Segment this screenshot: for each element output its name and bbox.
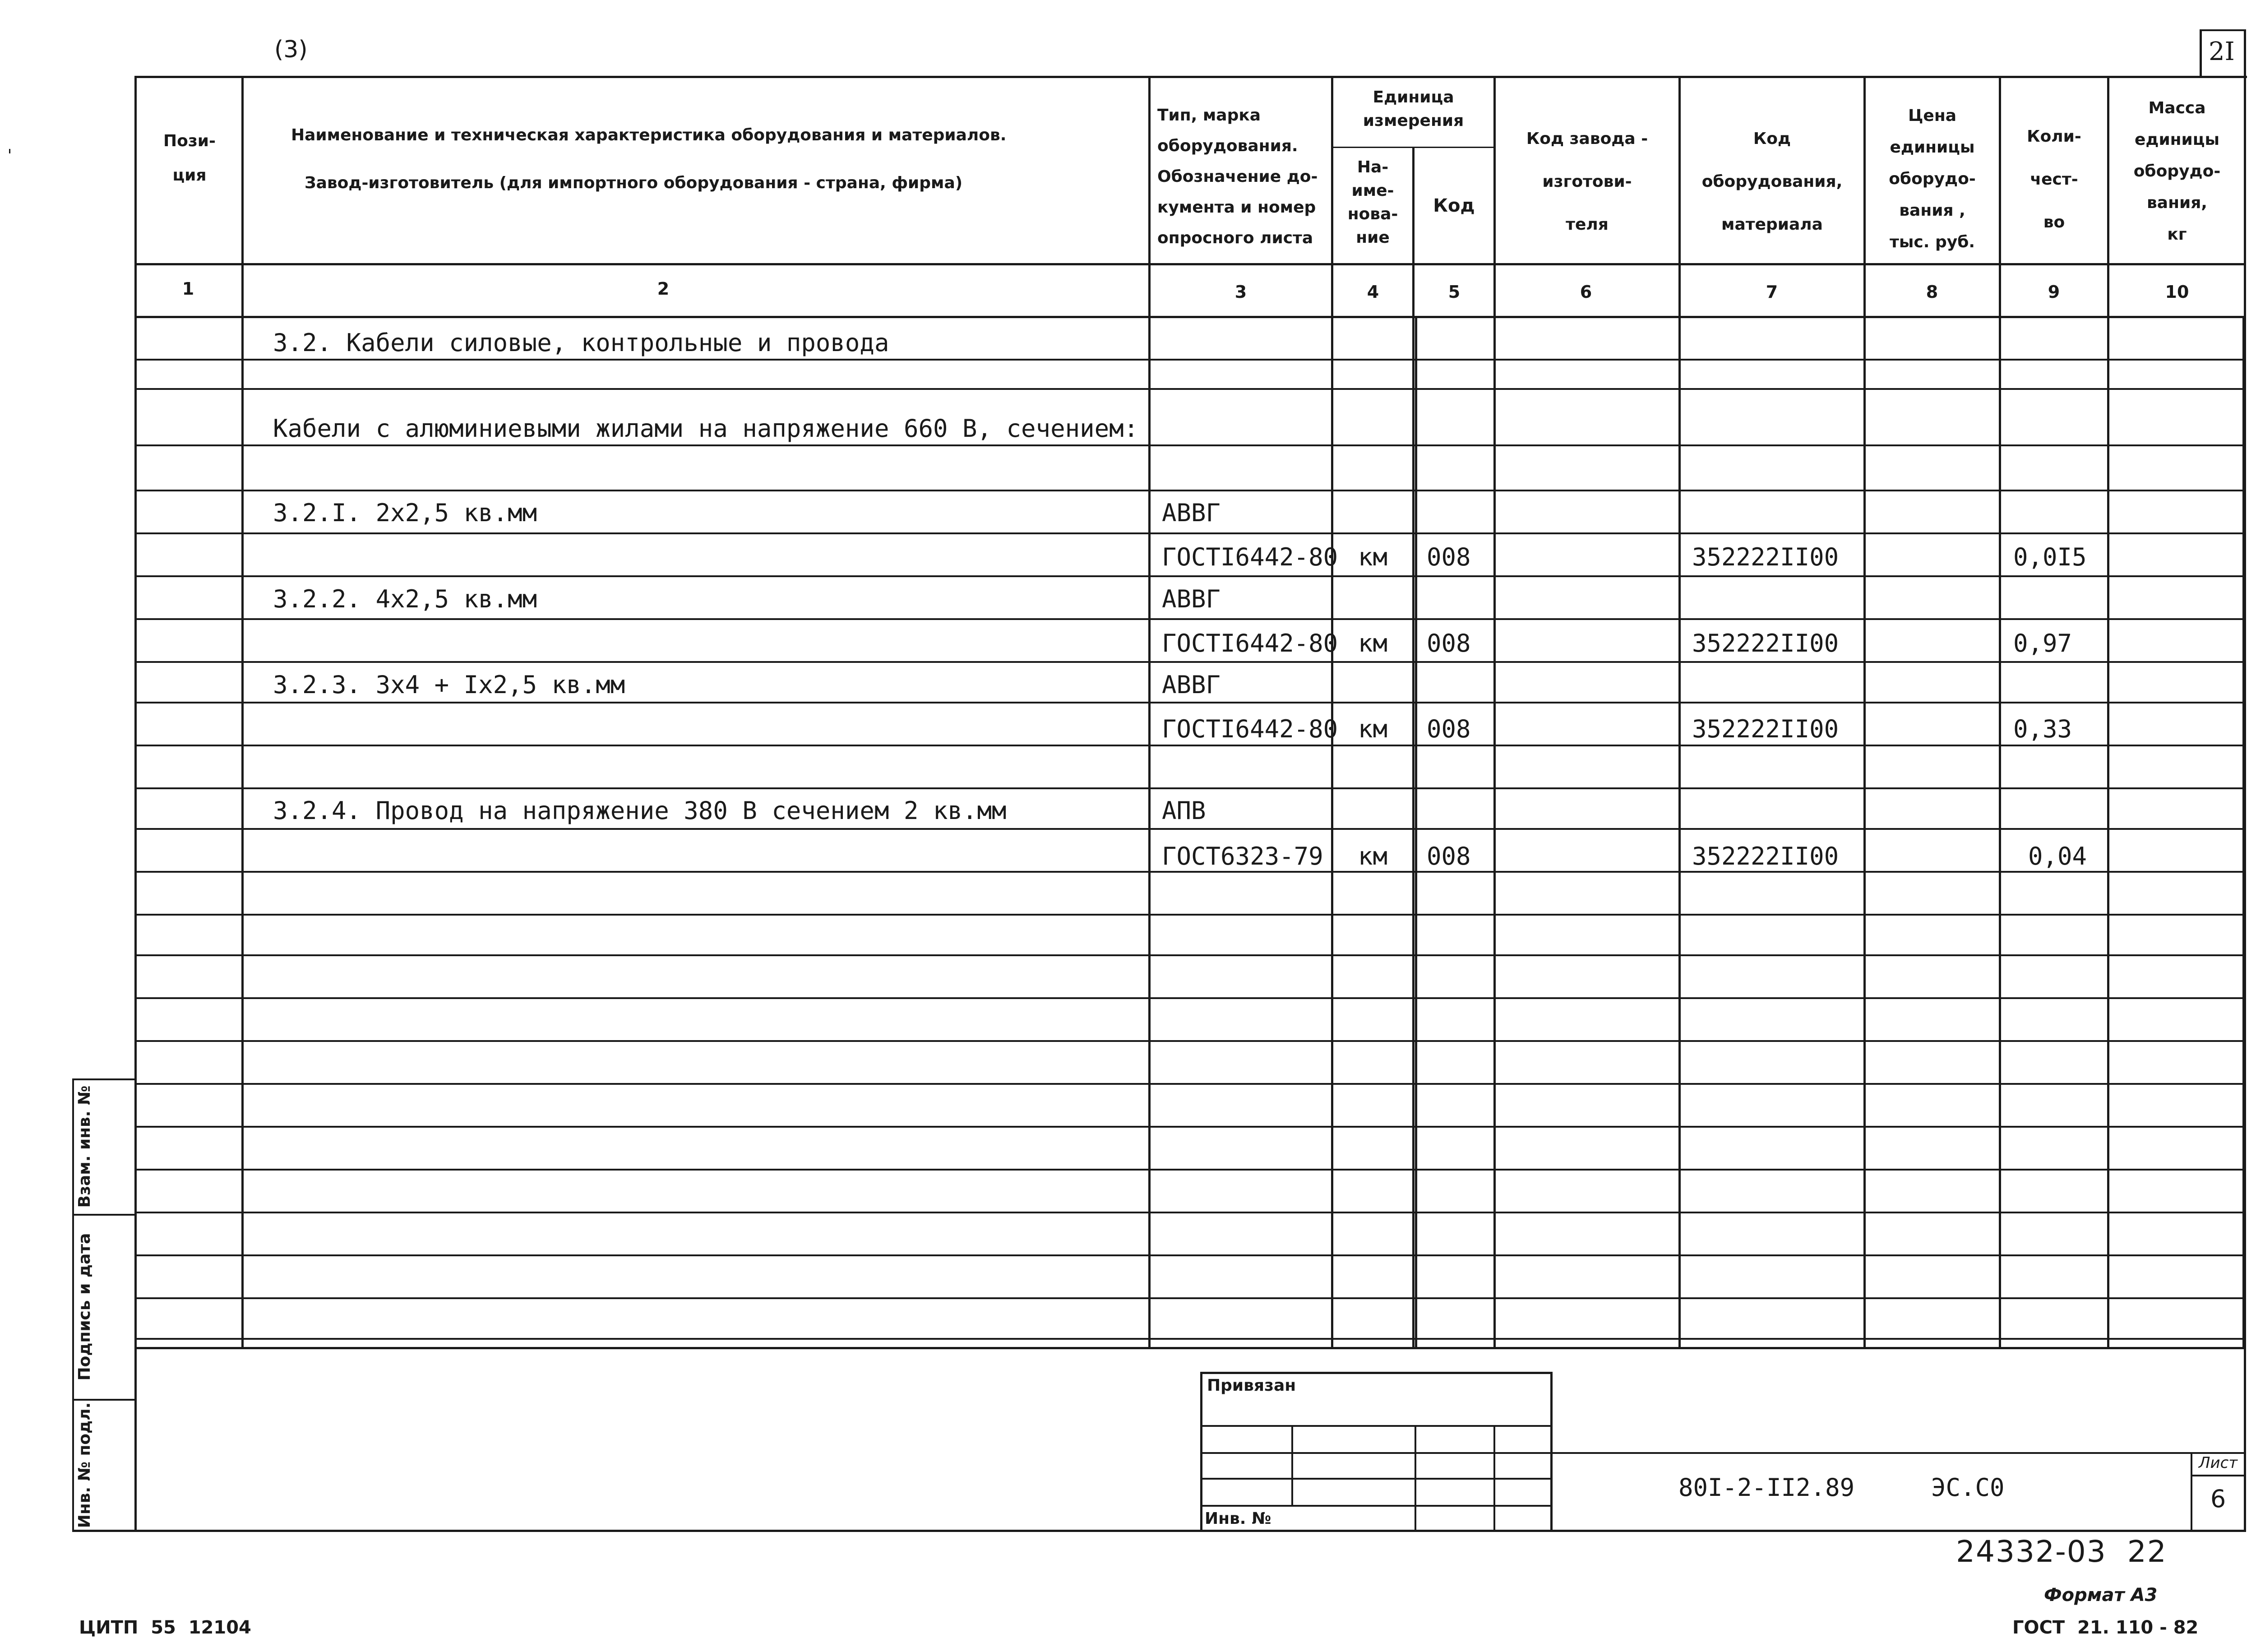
row-rule [135,954,2245,956]
row-rule [135,1083,2245,1085]
item-unit: км [1358,715,1388,743]
archive-number: 24332-03 22 [1956,1534,2167,1569]
item-unit-code: 008 [1427,629,1471,657]
item-name: 3.2.4. Провод на напряжение 380 В сечением 2 кв.мм [273,796,1007,825]
item-standard: ГОСТI6442-80 [1162,715,1338,743]
column-number: 2 [657,279,670,299]
row-rule [135,787,2245,789]
row-rule [135,444,2245,446]
item-standard: ГОСТI6442-80 [1162,629,1338,657]
side-label-vzam: Взам. инв. № [75,1085,94,1208]
item-standard: ГОСТI6442-80 [1162,543,1338,571]
header-quantity: Коли- [2027,127,2081,146]
row-rule [135,532,2245,534]
row-rule [135,1126,2245,1128]
header-material-code: Код [1753,130,1791,148]
item-name: 3.2.2. 4х2,5 кв.мм [273,585,537,613]
row-rule [135,388,2245,390]
item-material-code: 352222II00 [1692,715,1839,743]
stamp-inv-label: Инв. № [1205,1509,1271,1528]
column-number: 1 [182,279,194,299]
row-rule [135,575,2245,577]
row-rule [135,1040,2245,1042]
row-rule [135,1169,2245,1171]
row-rule [135,618,2245,620]
row-rule [135,1254,2245,1256]
item-type: АВВГ [1162,585,1221,613]
row-rule [135,997,2245,999]
item-unit-code: 008 [1427,543,1471,571]
header-unit-name: На- [1357,158,1389,176]
item-quantity: 0,33 [2013,715,2072,743]
column-number: 4 [1367,282,1379,302]
item-quantity: 0,97 [2013,629,2072,657]
item-unit-code: 008 [1427,715,1471,743]
header-mass: Масса [2148,99,2206,117]
sheet-label: Лист [2198,1454,2238,1472]
item-unit: км [1358,629,1388,657]
document-code: 80I-2-II2.89 [1678,1473,1855,1502]
item-unit: км [1358,842,1388,870]
section-number: (3) [274,36,308,63]
item-name: 3.2.I. 2х2,5 кв.мм [273,499,537,527]
column-number: 10 [2165,282,2189,302]
column-number: 7 [1766,282,1778,302]
subsection-heading: Кабели с алюминиевыми жилами на напряжение 660 В, сечением: [273,414,1139,443]
sheet-number: 6 [2210,1485,2226,1513]
row-rule [135,490,2245,491]
page-number-top: 2I [2209,37,2235,66]
item-material-code: 352222II00 [1692,543,1839,571]
row-rule [135,702,2245,703]
column-number: 9 [2048,282,2060,302]
item-name: 3.2.3. 3х4 + Iх2,5 кв.мм [273,671,625,699]
item-standard: ГОСТ6323-79 [1162,842,1323,870]
section-heading: 3.2. Кабели силовые, контрольные и провода [273,329,889,357]
row-rule [135,1212,2245,1213]
header-type: Тип, марка [1157,106,1261,125]
item-material-code: 352222II00 [1692,629,1839,657]
item-quantity: 0,04 [2028,842,2087,870]
row-rule [135,871,2245,873]
column-number: 6 [1580,282,1592,302]
row-rule [135,1338,2245,1340]
side-label-inv-podl: Инв. № подл. [75,1402,94,1528]
column-number: 3 [1234,282,1247,302]
header-factory-code: Код завода - [1526,130,1648,148]
row-rule [135,661,2245,663]
header-position: Пози- [163,132,216,150]
footer-left: ЦИТП 55 12104 [79,1617,251,1638]
row-rule [135,1297,2245,1299]
item-quantity: 0,0I5 [2013,543,2087,571]
header-unit-code: Код [1433,195,1475,216]
item-unit-code: 008 [1427,842,1471,870]
item-unit: км [1358,543,1388,571]
item-type: АПВ [1162,796,1206,825]
row-rule [135,359,2245,361]
side-label-podpis: Подпись и дата [75,1233,94,1381]
header-unit: Единица [1373,88,1454,106]
format-label: Формат А3 [2044,1585,2158,1606]
row-rule [135,914,2245,916]
column-number: 5 [1448,282,1461,302]
item-type: АВВГ [1162,499,1221,527]
header-name: Наименование и техническая характеристика оборудования и материалов. [291,126,1007,144]
item-type: АВВГ [1162,671,1221,699]
row-rule [135,745,2245,746]
item-material-code: 352222II00 [1692,842,1839,870]
footer-right: ГОСТ 21. 110 - 82 [2012,1617,2199,1638]
stamp-bound-label: Привязан [1207,1376,1296,1395]
row-rule [135,828,2245,830]
header-price: Цена [1908,106,1956,125]
document-suffix: ЭС.С0 [1931,1473,2005,1502]
column-number: 8 [1926,282,1938,302]
